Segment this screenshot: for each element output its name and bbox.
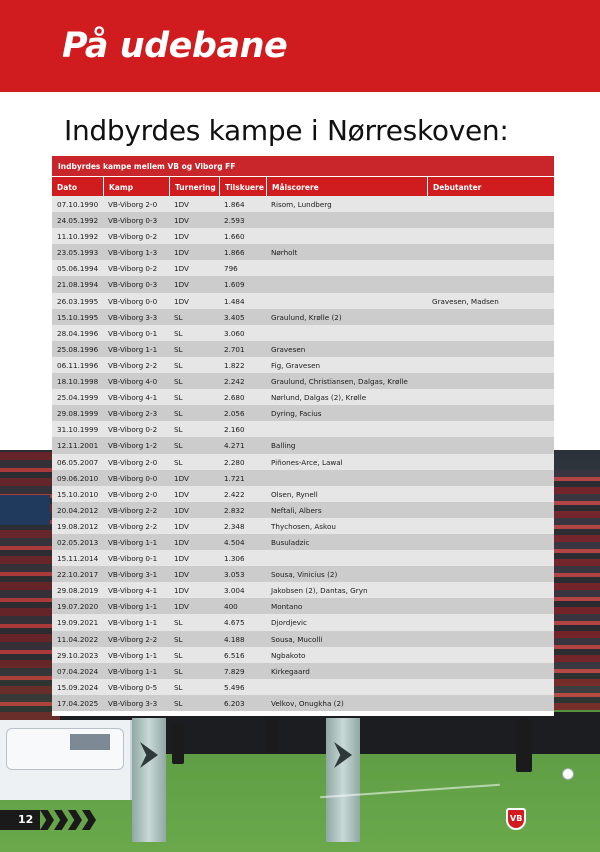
header-banner (0, 0, 600, 92)
table-row (52, 276, 554, 292)
cell-dato: 28.04.1996 (57, 328, 99, 338)
table-body (52, 196, 554, 711)
cell-turnering: SL (174, 618, 183, 628)
cell-malscorere (266, 325, 427, 341)
cell-debutanter (427, 196, 554, 212)
cell-malscorere: Sousa, Mucolli (271, 634, 323, 644)
cell-kamp: VB-Viborg 2-0 (108, 200, 158, 209)
header-dato: Dato (57, 183, 78, 192)
cell-tilskuere: 1.866 (224, 248, 245, 258)
cell-debutanter (427, 566, 554, 582)
cell-malscorere: Graulund, Christiansen, Dalgas, Krølle (271, 377, 408, 387)
table-row (52, 647, 554, 663)
football (562, 768, 574, 780)
cell-kamp: VB-Viborg 0-1 (108, 554, 158, 564)
cell-malscorere: Djordjevic (271, 618, 307, 628)
cell-debutanter (427, 309, 554, 325)
cell-dato: 24.05.1992 (57, 216, 99, 226)
crest-text: VB (510, 814, 523, 823)
cell-kamp: VB-Viborg 2-0 (108, 457, 158, 467)
cell-malscorere (266, 421, 427, 437)
cell-turnering: SL (174, 312, 183, 322)
cell-tilskuere: 2.422 (224, 489, 245, 499)
header-debutanter: Debutanter (427, 177, 554, 196)
cell-turnering: SL (174, 441, 183, 451)
cell-turnering: 1DV (174, 489, 189, 499)
chevron-right-icon (54, 810, 68, 830)
cell-turnering: SL (174, 666, 183, 676)
cell-malscorere: Dyring, Facius (271, 409, 322, 419)
cell-dato: 05.06.1994 (57, 264, 99, 274)
cell-malscorere: Graulund, Krølle (2) (271, 312, 342, 322)
cell-debutanter (427, 614, 554, 630)
cell-tilskuere: 1.864 (224, 200, 245, 209)
cell-turnering: SL (174, 377, 183, 387)
cell-turnering: SL (174, 328, 183, 338)
cell-kamp: VB-Viborg 1-1 (108, 344, 158, 354)
table-row (52, 486, 554, 502)
chevron-arrows (40, 810, 96, 830)
cell-kamp: VB-Viborg 4-1 (108, 393, 158, 403)
cell-dato: 29.10.2023 (57, 650, 99, 660)
cell-dato: 20.04.2012 (57, 505, 99, 515)
cell-malscorere: Velkov, Onugkha (2) (271, 698, 344, 708)
table-row (52, 260, 554, 276)
cell-debutanter (427, 244, 554, 260)
cell-dato: 15.10.2010 (57, 489, 99, 499)
cell-kamp: VB-Viborg 1-1 (108, 666, 158, 676)
cell-tilskuere: 4.271 (224, 441, 245, 451)
cell-turnering: 1DV (174, 200, 189, 209)
table-row (52, 566, 554, 582)
cell-malscorere (266, 228, 427, 244)
cell-turnering: 1DV (174, 505, 189, 515)
cell-turnering: SL (174, 682, 183, 692)
cell-turnering: 1DV (174, 280, 189, 290)
cell-dato: 25.08.1996 (57, 344, 99, 354)
arrow-mark-icon (334, 742, 352, 768)
cell-kamp: VB-Viborg 0-5 (108, 682, 158, 692)
cell-malscorere (266, 293, 427, 309)
cell-debutanter (427, 260, 554, 276)
cell-kamp: VB-Viborg 1-1 (108, 537, 158, 547)
cell-turnering: 1DV (174, 521, 189, 531)
table-row (52, 631, 554, 647)
cell-kamp: VB-Viborg 1-1 (108, 618, 158, 628)
cell-malscorere: Gravesen (271, 344, 306, 354)
table-row (52, 614, 554, 630)
table-row (52, 582, 554, 598)
table-row (52, 196, 554, 212)
cell-malscorere: Busuladzic (271, 537, 310, 547)
table-row (52, 212, 554, 228)
cell-turnering: SL (174, 393, 183, 403)
cell-dato: 31.10.1999 (57, 425, 99, 435)
cell-tilskuere: 2.160 (224, 425, 245, 435)
cell-malscorere: Nørholt (271, 248, 298, 258)
header-tilskuere: Tilskuere (219, 177, 266, 196)
cell-dato: 11.04.2022 (57, 634, 99, 644)
cell-kamp: VB-Viborg 0-3 (108, 280, 158, 290)
cell-kamp: VB-Viborg 4-1 (108, 586, 158, 596)
cell-turnering: SL (174, 457, 183, 467)
cell-tilskuere: 1.721 (224, 473, 245, 483)
player (516, 718, 532, 772)
cell-kamp: VB-Viborg 1-3 (108, 248, 158, 258)
results-table (52, 156, 554, 716)
table-row (52, 325, 554, 341)
pitch-post-left (132, 718, 166, 842)
cell-tilskuere: 2.280 (224, 457, 245, 467)
table-caption: Indbyrdes kampe mellem VB og Viborg FF (52, 156, 554, 176)
cell-debutanter (427, 502, 554, 518)
cell-tilskuere: 3.004 (224, 586, 245, 596)
table-row (52, 679, 554, 695)
cell-turnering: SL (174, 650, 183, 660)
cell-kamp: VB-Viborg 0-3 (108, 216, 158, 226)
cell-kamp: VB-Viborg 1-1 (108, 650, 158, 660)
cell-dato: 19.09.2021 (57, 618, 99, 628)
cell-tilskuere: 7.829 (224, 666, 245, 676)
cell-kamp: VB-Viborg 3-1 (108, 570, 158, 580)
cell-debutanter (427, 212, 554, 228)
cell-malscorere: Thychosen, Askou (271, 521, 336, 531)
cell-dato: 23.05.1993 (57, 248, 99, 258)
cell-tilskuere: 2.832 (224, 505, 245, 515)
cell-turnering: 1DV (174, 232, 189, 242)
table-row (52, 293, 554, 309)
cell-tilskuere: 1.822 (224, 360, 245, 370)
player (172, 724, 184, 764)
cell-turnering: SL (174, 409, 183, 419)
cell-debutanter (427, 631, 554, 647)
table-row (52, 534, 554, 550)
stand-left (0, 450, 60, 720)
caravan-advert (0, 720, 132, 800)
cell-dato: 15.11.2014 (57, 554, 99, 564)
cell-debutanter (427, 389, 554, 405)
header-malscorere: Målscorere (266, 177, 427, 196)
cell-kamp: VB-Viborg 2-0 (108, 489, 158, 499)
cell-malscorere (266, 679, 427, 695)
cell-dato: 15.10.1995 (57, 312, 99, 322)
cell-tilskuere: 3.405 (224, 312, 245, 322)
cell-debutanter (427, 373, 554, 389)
table-row (52, 341, 554, 357)
table-row (52, 421, 554, 437)
cell-malscorere: Risom, Lundberg (271, 200, 332, 209)
caravan-window (70, 734, 110, 750)
arrow-mark-icon (140, 742, 158, 768)
cell-tilskuere: 5.496 (224, 682, 245, 692)
stand-right (552, 470, 600, 710)
chevron-right-icon (40, 810, 54, 830)
cell-debutanter (427, 454, 554, 470)
section-title: På udebane (62, 26, 288, 66)
cell-kamp: VB-Viborg 1-2 (108, 441, 158, 451)
cell-debutanter (427, 663, 554, 679)
stadium-board (0, 495, 50, 525)
cell-kamp: VB-Viborg 3-3 (108, 698, 158, 708)
cell-dato: 19.08.2012 (57, 521, 99, 531)
cell-debutanter (427, 357, 554, 373)
cell-tilskuere: 2.242 (224, 377, 245, 387)
cell-debutanter (427, 647, 554, 663)
player (266, 718, 278, 752)
header-kamp: Kamp (103, 177, 169, 196)
cell-dato: 02.05.2013 (57, 537, 99, 547)
cell-tilskuere: 400 (224, 602, 238, 612)
cell-dato: 07.10.1990 (57, 200, 99, 209)
cell-tilskuere: 4.504 (224, 537, 245, 547)
cell-dato: 11.10.1992 (57, 232, 99, 242)
cell-debutanter (427, 550, 554, 566)
cell-tilskuere: 796 (224, 264, 238, 274)
cell-debutanter (427, 582, 554, 598)
cell-kamp: VB-Viborg 0-2 (108, 425, 158, 435)
cell-malscorere: Piñones-Arce, Lawal (271, 457, 343, 467)
chevron-right-icon (82, 810, 96, 830)
cell-kamp: VB-Viborg 2-2 (108, 360, 158, 370)
cell-kamp: VB-Viborg 0-2 (108, 232, 158, 242)
cell-dato: 06.11.1996 (57, 360, 99, 370)
cell-kamp: VB-Viborg 0-0 (108, 296, 158, 306)
table-row (52, 244, 554, 260)
cell-debutanter: Gravesen, Madsen (432, 296, 499, 306)
cell-dato: 09.06.2010 (57, 473, 99, 483)
chevron-right-icon (68, 810, 82, 830)
cell-turnering: 1DV (174, 537, 189, 547)
cell-kamp: VB-Viborg 2-2 (108, 505, 158, 515)
cell-debutanter (427, 405, 554, 421)
cell-kamp: VB-Viborg 3-3 (108, 312, 158, 322)
cell-turnering: 1DV (174, 473, 189, 483)
cell-tilskuere: 4.675 (224, 618, 245, 628)
cell-malscorere: Ngbakoto (271, 650, 306, 660)
cell-tilskuere: 1.484 (224, 296, 245, 306)
table-row (52, 695, 554, 711)
cell-kamp: VB-Viborg 1-1 (108, 602, 158, 612)
cell-malscorere (266, 470, 427, 486)
cell-tilskuere: 1.609 (224, 280, 245, 290)
table-row (52, 550, 554, 566)
table-row (52, 357, 554, 373)
cell-dato: 29.08.1999 (57, 409, 99, 419)
cell-dato: 19.07.2020 (57, 602, 99, 612)
cell-dato: 22.10.2017 (57, 570, 99, 580)
cell-debutanter (427, 421, 554, 437)
cell-turnering: SL (174, 698, 183, 708)
cell-turnering: SL (174, 360, 183, 370)
cell-dato: 06.05.2007 (57, 457, 99, 467)
cell-debutanter (427, 437, 554, 453)
cell-dato: 18.10.1998 (57, 377, 99, 387)
cell-dato: 17.04.2025 (57, 698, 99, 708)
cell-tilskuere: 6.203 (224, 698, 245, 708)
cell-tilskuere: 4.188 (224, 634, 245, 644)
table-header (52, 176, 554, 196)
cell-tilskuere: 3.060 (224, 328, 245, 338)
cell-malscorere: Kirkegaard (271, 666, 310, 676)
cell-kamp: VB-Viborg 0-0 (108, 473, 158, 483)
table-row (52, 405, 554, 421)
cell-debutanter (427, 679, 554, 695)
cell-malscorere: Montano (271, 602, 303, 612)
cell-dato: 12.11.2001 (57, 441, 99, 451)
pitch-post-right (326, 718, 360, 842)
cell-malscorere (266, 212, 427, 228)
cell-dato: 07.04.2024 (57, 666, 99, 676)
cell-tilskuere: 2.593 (224, 216, 245, 226)
table-row (52, 389, 554, 405)
cell-malscorere (266, 550, 427, 566)
cell-malscorere: Sousa, Vinicius (2) (271, 570, 338, 580)
table-row (52, 437, 554, 453)
cell-dato: 21.08.1994 (57, 280, 99, 290)
table-row (52, 470, 554, 486)
cell-kamp: VB-Viborg 2-3 (108, 409, 158, 419)
table-row (52, 454, 554, 470)
cell-turnering: 1DV (174, 248, 189, 258)
cell-malscorere: Nørlund, Dalgas (2), Krølle (271, 393, 367, 403)
cell-debutanter (427, 598, 554, 614)
cell-tilskuere: 6.516 (224, 650, 245, 660)
cell-turnering: 1DV (174, 570, 189, 580)
table-row (52, 502, 554, 518)
cell-kamp: VB-Viborg 0-1 (108, 328, 158, 338)
cell-kamp: VB-Viborg 2-2 (108, 521, 158, 531)
table-row (52, 663, 554, 679)
cell-debutanter (427, 341, 554, 357)
cell-malscorere: Fig, Gravesen (271, 360, 321, 370)
cell-tilskuere: 3.053 (224, 570, 245, 580)
cell-debutanter (427, 534, 554, 550)
cell-turnering: SL (174, 634, 183, 644)
cell-turnering: 1DV (174, 216, 189, 226)
cell-debutanter (427, 325, 554, 341)
table-row (52, 518, 554, 534)
cell-tilskuere: 2.680 (224, 393, 245, 403)
cell-malscorere (266, 260, 427, 276)
cell-debutanter (427, 518, 554, 534)
header-turnering: Turnering (169, 177, 219, 196)
cell-malscorere: Jakobsen (2), Dantas, Gryn (271, 586, 368, 596)
cell-debutanter (427, 470, 554, 486)
cell-turnering: 1DV (174, 264, 189, 274)
cell-turnering: SL (174, 344, 183, 354)
cell-turnering: SL (174, 425, 183, 435)
cell-kamp: VB-Viborg 4-0 (108, 377, 158, 387)
cell-dato: 15.09.2024 (57, 682, 99, 692)
cell-debutanter (427, 486, 554, 502)
cell-malscorere (266, 276, 427, 292)
cell-dato: 25.04.1999 (57, 393, 99, 403)
cell-turnering: 1DV (174, 554, 189, 564)
cell-tilskuere: 1.660 (224, 232, 245, 242)
page-title: Indbyrdes kampe i Nørreskoven: (64, 114, 509, 147)
cell-debutanter (427, 276, 554, 292)
cell-dato: 26.03.1995 (57, 296, 99, 306)
cell-malscorere: Neftali, Albers (271, 505, 322, 515)
cell-turnering: 1DV (174, 602, 189, 612)
cell-debutanter (427, 228, 554, 244)
page-number-text: 12 (18, 813, 34, 826)
cell-kamp: VB-Viborg 0-2 (108, 264, 158, 274)
table-row (52, 228, 554, 244)
table-row (52, 373, 554, 389)
cell-malscorere: Balling (271, 441, 296, 451)
club-crest-icon (506, 808, 526, 830)
cell-tilskuere: 1.306 (224, 554, 245, 564)
cell-dato: 29.08.2019 (57, 586, 99, 596)
table-row (52, 598, 554, 614)
cell-tilskuere: 2.348 (224, 521, 245, 531)
cell-kamp: VB-Viborg 2-2 (108, 634, 158, 644)
cell-turnering: 1DV (174, 586, 189, 596)
cell-turnering: 1DV (174, 296, 189, 306)
table-row (52, 309, 554, 325)
cell-malscorere: Olsen, Rynell (271, 489, 318, 499)
cell-debutanter (427, 695, 554, 711)
cell-tilskuere: 2.701 (224, 344, 245, 354)
cell-tilskuere: 2.056 (224, 409, 245, 419)
